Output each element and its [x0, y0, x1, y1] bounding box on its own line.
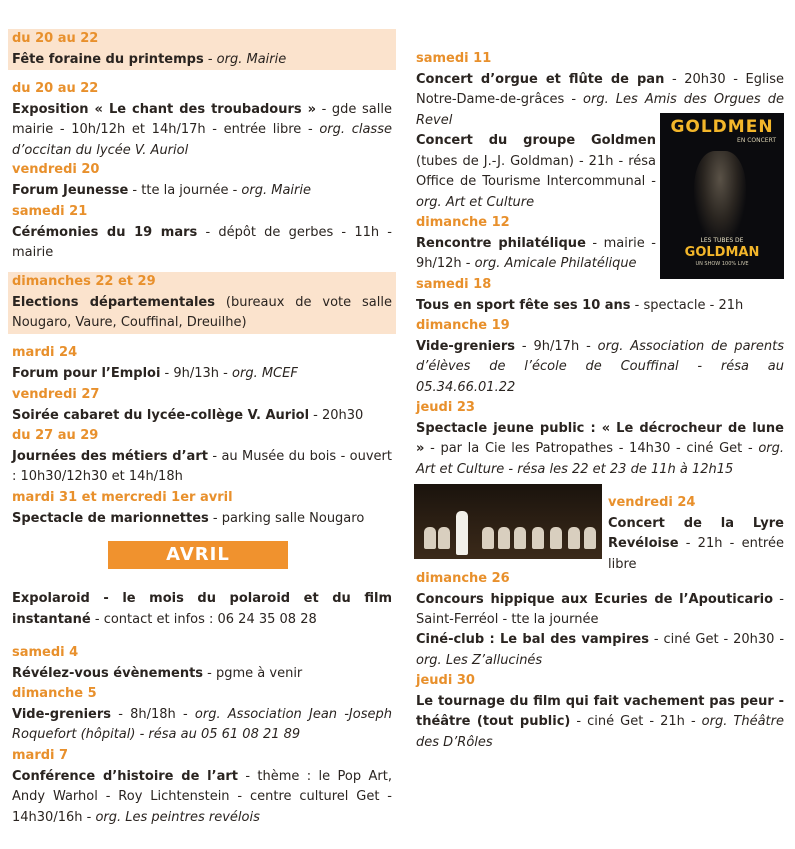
event-entry: [416, 630, 784, 671]
event-organizer: org. MCEF: [232, 365, 298, 381]
event-entry: [12, 488, 392, 529]
event-text: [12, 364, 392, 385]
event-date: vendredi 20: [12, 162, 100, 177]
event-info: - spectacle - 21h: [630, 297, 744, 313]
event-organizer: org. Art et Culture - résa les 22 et 23 de 11h à 12h15: [416, 441, 784, 477]
event-text: [608, 514, 784, 576]
event-organizer: org. Théâtre des D’Rôles: [416, 714, 784, 750]
event-text: [416, 419, 784, 481]
event-text: [12, 767, 392, 829]
event-text: [416, 630, 784, 671]
event-title: Concours hippique aux Ecuries de l’Apouticario: [416, 591, 774, 607]
poster-line2: UN SHOW 100% LIVE: [695, 261, 749, 267]
event-entry: [416, 131, 656, 213]
event-title: Soirée cabaret du lycée-collège V. Auriol: [12, 407, 310, 423]
event-entry: [12, 79, 392, 161]
event-entry: [12, 746, 392, 828]
musician-figure: [550, 527, 562, 549]
event-organizer: org. Association de parents d’élèves de l’école de Couffinal - résa au 05.34.66.01.22: [416, 338, 784, 395]
event-organizer: org. Association Jean -Joseph Roquefort (hôpital) - résa au 05 61 08 21 89: [12, 706, 392, 742]
event-entry: [12, 684, 392, 746]
event-title: Fête foraine du printemps: [12, 51, 204, 67]
event-title: Spectacle de marionnettes: [12, 510, 209, 526]
musician-figure: [438, 527, 450, 549]
event-entry: [416, 398, 784, 480]
event-date: mardi 7: [12, 748, 69, 763]
event-date: dimanche 5: [12, 686, 97, 701]
event-text: [12, 447, 392, 488]
event-date: jeudi 23: [416, 400, 475, 415]
event-date: du 20 au 22: [12, 31, 99, 46]
event-title: Forum pour l’Emploi: [12, 365, 161, 381]
event-entry: [416, 275, 784, 316]
event-entry: [416, 316, 784, 398]
event-text: [12, 509, 392, 530]
event-text: [416, 590, 784, 631]
event-date: dimanche 12: [416, 215, 510, 230]
event-organizer: org. Amicale Philatélique: [474, 256, 637, 271]
event-info: - mairie - 9h/12h -: [416, 235, 656, 271]
event-title: Le tournage du film qui fait vachement pas peur - théâtre (tout public): [416, 693, 784, 729]
event-text: [416, 337, 784, 399]
event-text: [12, 589, 392, 630]
event-info: - par la Cie les Patropathes - 14h30 - ciné Get -: [424, 441, 759, 456]
event-info: - dépôt de gerbes - 11h - mairie: [12, 224, 393, 260]
event-info: (tubes de J.-J. Goldman) - 21h - résa Office de Tourisme Intercommunal -: [416, 153, 656, 189]
event-info: - Saint-Ferréol - tte la journée: [416, 591, 784, 627]
musician-figure: [498, 527, 510, 549]
event-date: samedi 4: [12, 645, 79, 660]
orchestra-photo: [414, 484, 602, 559]
month-header: AVRIL: [108, 541, 288, 569]
event-info: - 21h - entrée libre: [608, 536, 784, 572]
event-date: du 27 au 29: [12, 428, 99, 443]
event-info: -: [203, 51, 217, 67]
event-title: Vide-greniers: [12, 706, 112, 722]
event-date: du 20 au 22: [12, 81, 99, 96]
singer-figure: [694, 151, 746, 243]
event-organizer: org. Les Z’allucinés: [416, 652, 543, 668]
event-title: Expolaroid - le mois du polaroid et du film instantané: [12, 591, 392, 627]
event-organizer: org. Mairie: [216, 51, 287, 67]
event-text: [12, 50, 392, 71]
event-info: - 8h/18h -: [111, 706, 195, 722]
event-title: Révélez-vous évènements: [12, 665, 204, 681]
event-date: dimanche 19: [416, 318, 510, 333]
event-entry: [12, 160, 392, 201]
event-text: [12, 406, 392, 427]
event-entry: [12, 343, 392, 384]
event-info: - 9h/17h -: [515, 338, 598, 354]
event-text: [12, 705, 392, 746]
conductor-figure: [456, 511, 468, 555]
event-date: dimanches 22 et 29: [12, 274, 156, 289]
event-entry: [416, 671, 784, 753]
event-title: Concert d’orgue et flûte de pan: [416, 71, 665, 87]
event-title: Cérémonies du 19 mars: [12, 224, 198, 240]
event-info: - 20h30 - Eglise Notre-Dame-de-grâces -: [416, 71, 784, 107]
event-text: [12, 223, 392, 264]
event-info: - ciné Get - 20h30 -: [648, 632, 785, 647]
event-entry: [12, 589, 392, 630]
event-text: [12, 181, 392, 202]
event-entry: [12, 385, 392, 426]
event-info: - thème : le Pop Art, Andy Warhol - Roy Lichtenstein - centre culturel Get - 14h30/16h -: [12, 768, 392, 825]
poster-goldman: GOLDMAN: [684, 245, 760, 260]
event-organizer: org. classe d’occitan du lycée V. Auriol: [12, 122, 392, 158]
event-title: Forum Jeunesse: [12, 182, 129, 198]
event-date: samedi 18: [416, 277, 492, 292]
event-title: Spectacle jeune public : « Le décrocheur de lune »: [416, 420, 784, 456]
event-organizer: org. Les Amis des Orgues de Revel: [416, 92, 784, 128]
event-info: - contact et infos : 06 24 35 08 28: [90, 611, 317, 627]
event-date: vendredi 27: [12, 387, 100, 402]
event-entry: [416, 213, 656, 275]
event-title: Journées des métiers d’art: [12, 448, 208, 464]
event-date: samedi 11: [416, 51, 492, 66]
event-entry: [12, 426, 392, 488]
event-title: Conférence d’histoire de l’art: [12, 768, 238, 784]
event-text: [12, 100, 392, 162]
event-date: mardi 24: [12, 345, 78, 360]
event-date: jeudi 30: [416, 673, 475, 688]
event-entry: [608, 493, 784, 575]
event-title: Tous en sport fête ses 10 ans: [416, 297, 631, 313]
musician-figure: [482, 527, 494, 549]
event-organizer: org. Les peintres revélois: [95, 809, 260, 825]
event-title: Concert de la Lyre Revéloise: [608, 515, 784, 551]
event-text: [12, 293, 392, 334]
event-date: mardi 31 et mercredi 1er avril: [12, 490, 233, 505]
poster-title: GOLDMEN: [670, 117, 774, 137]
musician-figure: [514, 527, 526, 549]
musician-figure: [568, 527, 580, 549]
event-text: [416, 296, 784, 317]
event-info: - gde salle mairie - 10h/12h et 14h/17h - entrée libre -: [12, 101, 392, 137]
event-title: Elections départementales: [12, 294, 215, 310]
event-info: - 9h/13h -: [160, 365, 233, 381]
event-title: Rencontre philatélique: [416, 235, 586, 251]
event-title: Vide-greniers: [416, 338, 516, 354]
event-info: - au Musée du bois - ouvert : 10h30/12h30 et 14h/18h: [12, 448, 392, 484]
event-entry: [8, 29, 396, 70]
event-info: - pgme à venir: [203, 665, 303, 681]
poster-subtitle: EN CONCERT: [737, 137, 776, 144]
event-organizer: org. Art et Culture: [416, 194, 535, 210]
event-title: Concert du groupe Goldmen: [416, 133, 656, 148]
event-info: - tte la journée -: [128, 182, 242, 198]
event-date: dimanche 26: [416, 571, 510, 586]
event-text: [416, 692, 784, 754]
event-entry: [12, 202, 392, 264]
event-entry: [12, 643, 392, 684]
event-text: [12, 664, 392, 685]
goldmen-poster-image: [660, 113, 784, 279]
event-entry: [8, 272, 396, 334]
poster-line1: LES TUBES DE: [700, 237, 744, 244]
event-info: - ciné Get - 21h -: [570, 714, 702, 729]
event-info: - parking salle Nougaro: [208, 510, 365, 526]
event-organizer: org. Mairie: [241, 182, 311, 198]
event-title: Ciné-club : Le bal des vampires: [416, 632, 649, 647]
musician-figure: [584, 527, 596, 549]
event-info: - 20h30: [309, 407, 364, 423]
event-text: [416, 234, 656, 275]
event-entry: [416, 569, 784, 631]
event-info: (bureaux de vote salle Nougaro, Vaure, Couffinal, Dreuilhe): [12, 294, 392, 330]
event-title: Exposition « Le chant des troubadours »: [12, 101, 317, 117]
musician-figure: [424, 527, 436, 549]
musician-figure: [532, 527, 544, 549]
event-date: vendredi 24: [608, 495, 696, 510]
event-text: [416, 131, 656, 213]
event-date: samedi 21: [12, 204, 88, 219]
